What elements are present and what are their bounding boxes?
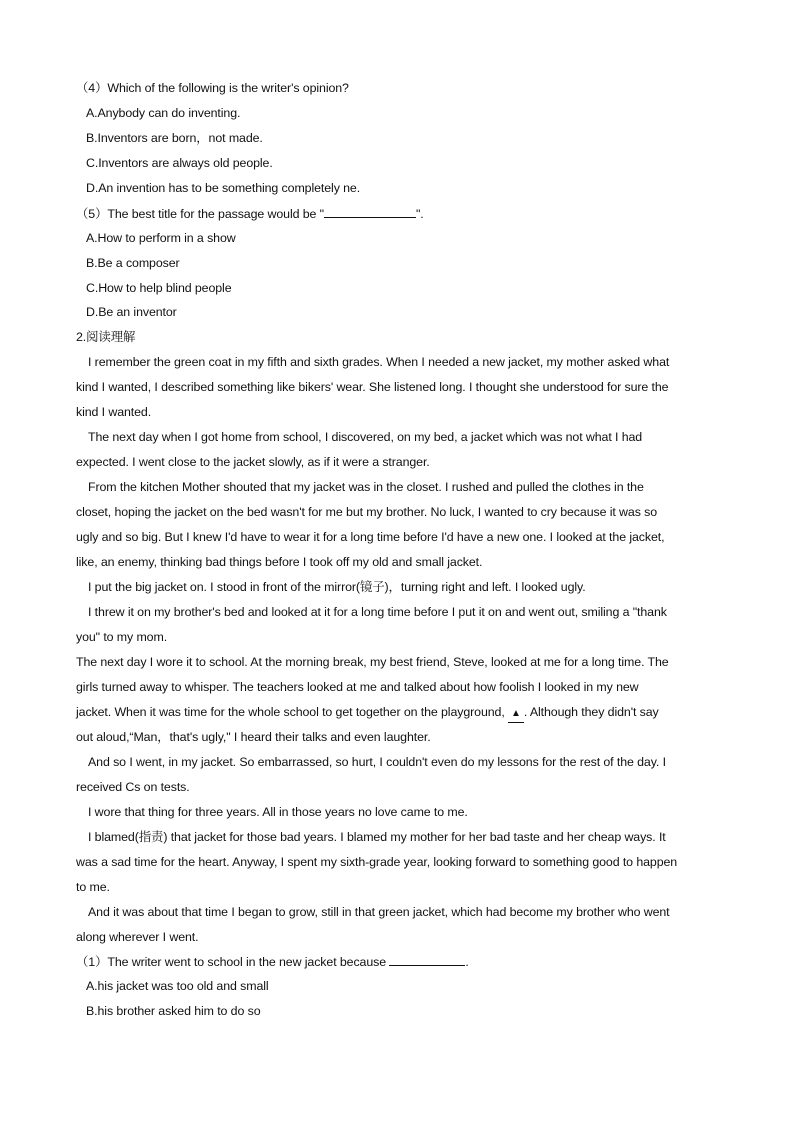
- passage-line: like, an enemy, thinking bad things before I took off my old and small jacket.: [76, 555, 483, 569]
- passage-line: out aloud,“Man，that's ugly," I heard their talks and even laughter.: [76, 730, 431, 744]
- passage-line: I remember the green coat in my fifth and sixth grades. When I needed a new jacket, my mother asked what: [88, 355, 670, 369]
- option-a: A.How to perform in a show: [86, 231, 236, 245]
- passage-line: From the kitchen Mother shouted that my jacket was in the closet. I rushed and pulled the clothes in the: [88, 480, 644, 494]
- passage-line: you" to my mom.: [76, 630, 168, 644]
- passage-line: The next day I wore it to school. At the morning break, my best friend, Steve, looked at me for a long time. The: [76, 655, 669, 669]
- passage-line: expected. I went close to the jacket slowly, as if it were a stranger.: [76, 455, 430, 469]
- answer-blank: [389, 953, 465, 966]
- option-d: D.Be an inventor: [86, 305, 177, 319]
- question-5-text-before: （5）The best title for the passage would be ": [76, 207, 324, 221]
- option-b: B.Be a composer: [86, 256, 180, 270]
- passage-line: was a sad time for the heart. Anyway, I spent my sixth-grade year, looking forward to something good to happen: [76, 855, 678, 869]
- passage-text: jacket. When it was time for the whole school to get together on the playground,: [76, 705, 509, 719]
- passage-line: received Cs on tests.: [76, 780, 190, 794]
- option-b: B.Inventors are born，not made.: [86, 131, 263, 145]
- passage-text: . Although they didn't say: [523, 705, 659, 719]
- passage-line: closet, hoping the jacket on the bed wasn't for me but my brother. No luck, I wanted to cry because it was so: [76, 505, 658, 519]
- question-1-stem: [76, 953, 469, 970]
- question-5-stem: [76, 205, 424, 222]
- passage-line: The next day when I got home from school, I discovered, on my bed, a jacket which was not what I had: [88, 430, 643, 444]
- passage-line: [76, 704, 659, 723]
- question-1-text-before: （1）The writer went to school in the new jacket because: [76, 955, 390, 969]
- passage-line: I blamed(指责) that jacket for those bad years. I blamed my mother for her bad taste and her cheap ways. It: [88, 830, 666, 844]
- passage-line: I put the big jacket on. I stood in front of the mirror(镜子)，turning right and left. I looked ugly.: [88, 580, 586, 594]
- passage-line: to me.: [76, 880, 110, 894]
- passage-line: along wherever I went.: [76, 930, 199, 944]
- option-c: C.Inventors are always old people.: [86, 156, 273, 170]
- passage-line: kind I wanted.: [76, 405, 152, 419]
- passage-line: kind I wanted, I described something like bikers' wear. She listened long. I thought she understood for sure the: [76, 380, 669, 394]
- passage-line: ugly and so big. But I knew I'd have to wear it for a long time before I'd have a new one. I looked at the jacket,: [76, 530, 665, 544]
- question-4-stem: （4）Which of the following is the writer's opinion?: [76, 81, 349, 95]
- section-heading: 2.阅读理解: [76, 330, 136, 344]
- question-1-text-after: .: [465, 955, 469, 969]
- passage-line: girls turned away to whisper. The teachers looked at me and talked about how foolish I looked in my new: [76, 680, 639, 694]
- option-d: D.An invention has to be something completely ne.: [86, 181, 361, 195]
- question-5-text-after: ".: [415, 207, 424, 221]
- option-a: A.Anybody can do inventing.: [86, 106, 241, 120]
- passage-line: And so I went, in my jacket. So embarrassed, so hurt, I couldn't even do my lessons for the rest of the day. I: [88, 755, 666, 769]
- passage-line: And it was about that time I began to grow, still in that green jacket, which had become my brother who went: [88, 905, 670, 919]
- option-c: C.How to help blind people: [86, 281, 232, 295]
- answer-blank: [324, 205, 416, 218]
- passage-line: I threw it on my brother's bed and looked at it for a long time before I put it on and went out, smiling a "thank: [88, 605, 667, 619]
- option-a: A.his jacket was too old and small: [86, 979, 269, 993]
- option-b: B.his brother asked him to do so: [86, 1004, 261, 1018]
- blank-marker: ▲: [508, 706, 524, 723]
- passage-line: I wore that thing for three years. All in those years no love came to me.: [88, 805, 468, 819]
